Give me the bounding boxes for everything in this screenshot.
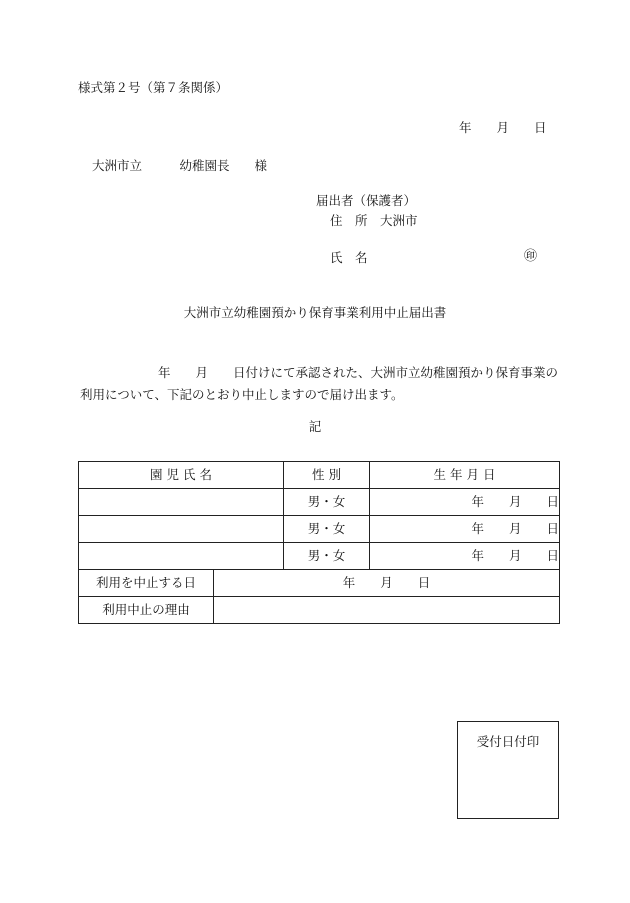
child-name-cell[interactable] <box>79 543 284 570</box>
birthdate-cell[interactable]: 年 月 日 <box>370 489 560 516</box>
reason-value[interactable] <box>214 597 560 624</box>
table-row <box>79 489 560 516</box>
sex-cell[interactable]: 男・女 <box>284 516 370 543</box>
sex-cell[interactable]: 男・女 <box>284 489 370 516</box>
child-info-table <box>78 461 560 624</box>
seal-mark: ㊞ <box>524 249 538 264</box>
stop-date-label: 利用を中止する日 <box>79 570 214 597</box>
submission-date: 年 月 日 <box>459 120 547 135</box>
applicant-address: 住 所 大洲市 <box>330 213 418 228</box>
header-sex: 性 別 <box>284 462 370 489</box>
reason-label: 利用中止の理由 <box>79 597 214 624</box>
header-child-name: 園 児 氏 名 <box>79 462 284 489</box>
applicant-title: 届出者（保護者） <box>316 193 417 208</box>
table-row <box>79 543 560 570</box>
addressee: 大洲市立 幼稚園長 様 <box>92 158 268 173</box>
ki-heading: 記 <box>308 419 322 434</box>
form-number: 様式第２号（第７条関係） <box>78 80 229 95</box>
table-row <box>79 516 560 543</box>
birthdate-cell[interactable]: 年 月 日 <box>370 543 560 570</box>
applicant-name-label: 氏 名 <box>330 250 368 265</box>
sex-cell[interactable]: 男・女 <box>284 543 370 570</box>
receipt-stamp-box <box>457 721 559 819</box>
stop-date-row <box>79 570 560 597</box>
child-name-cell[interactable] <box>79 489 284 516</box>
document-title: 大洲市立幼稚園預かり保育事業利用中止届出書 <box>183 305 447 320</box>
header-birthdate: 生 年 月 日 <box>370 462 560 489</box>
reason-row <box>79 597 560 624</box>
child-name-cell[interactable] <box>79 516 284 543</box>
body-text: 年 月 日付けにて承認された、大洲市立幼稚園預かり保育事業の利用について、下記のとおり中止しますので届け出ます。 <box>80 365 559 402</box>
table-header-row <box>79 462 560 489</box>
stop-date-value[interactable]: 年 月 日 <box>214 570 560 597</box>
receipt-stamp-label: 受付日付印 <box>476 734 540 749</box>
birthdate-cell[interactable]: 年 月 日 <box>370 516 560 543</box>
